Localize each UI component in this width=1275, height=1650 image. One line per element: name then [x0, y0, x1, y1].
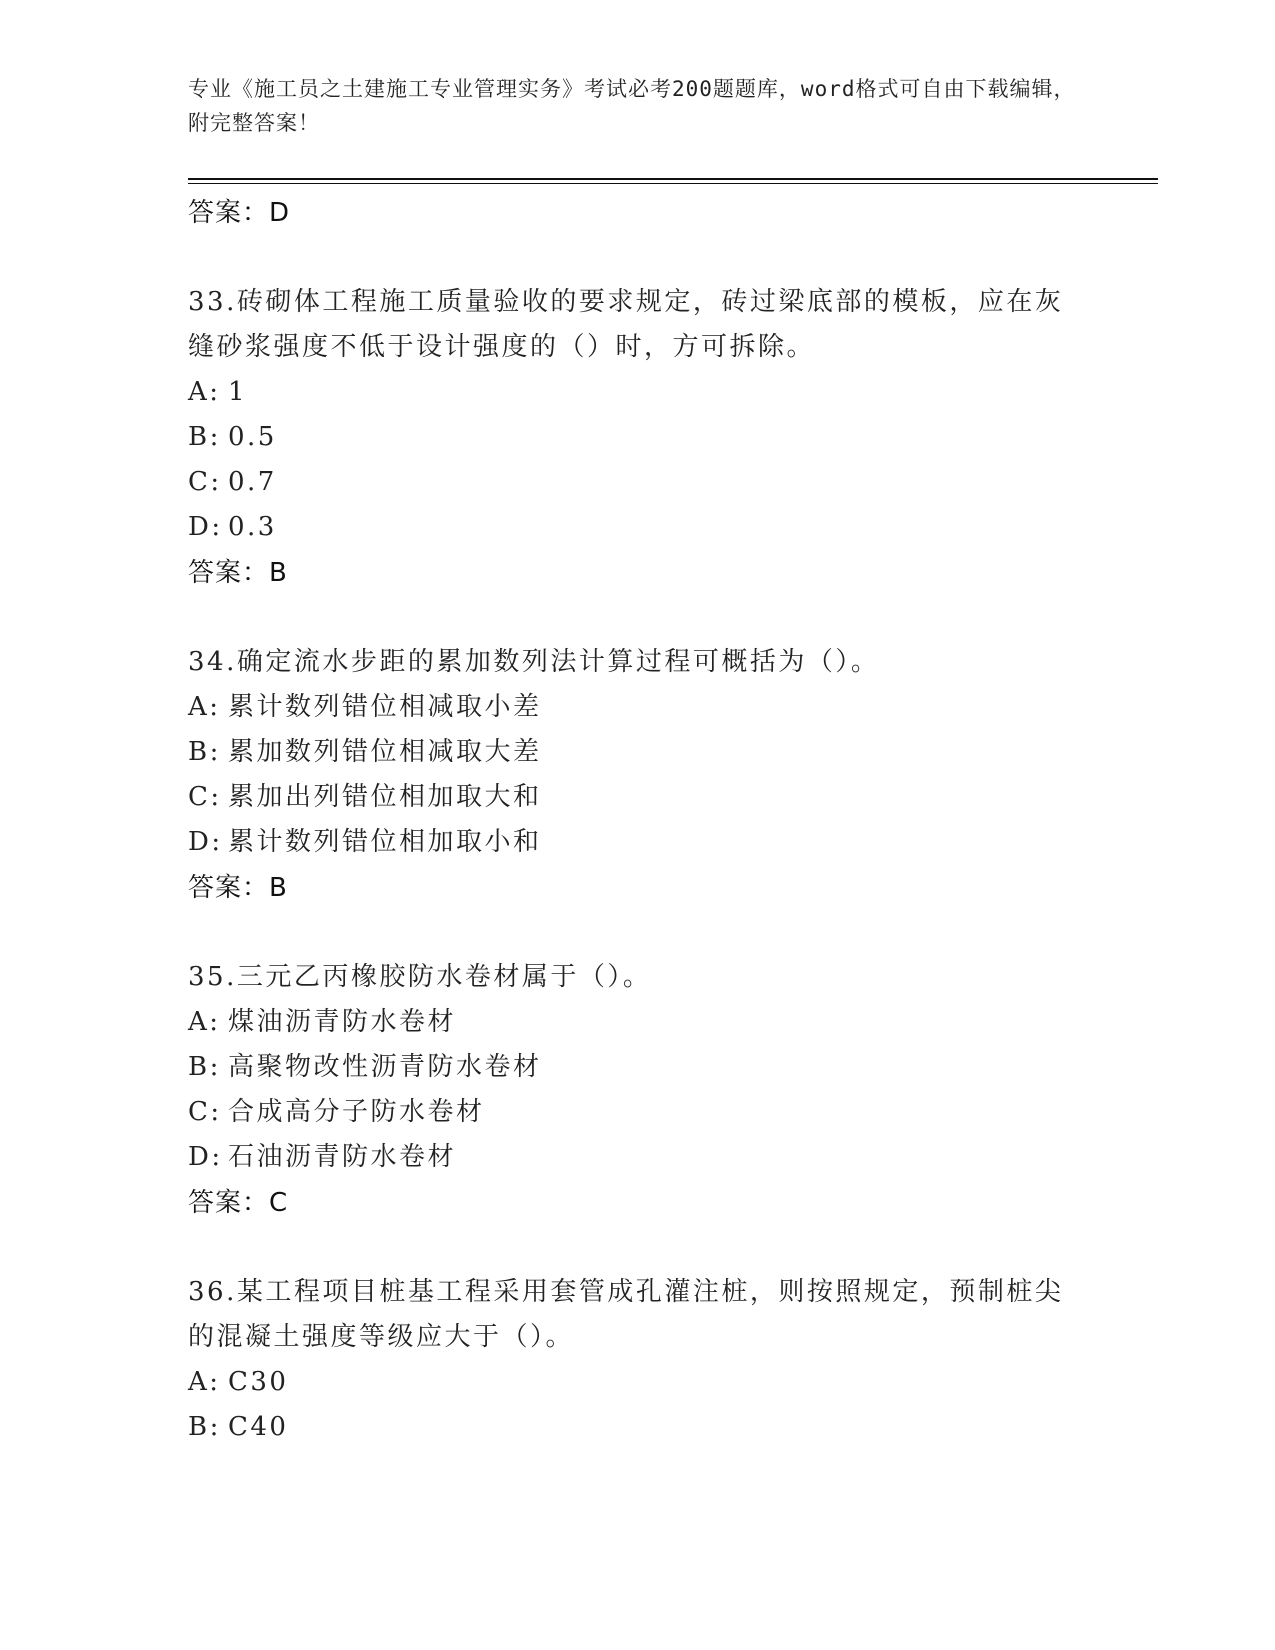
- header-text: 专业《施工员之土建施工专业管理实务》考试必考200题题库，word格式可自由下载编辑，附完整答案！: [188, 77, 1076, 135]
- option-key: A:: [188, 692, 221, 722]
- option-key: B:: [188, 422, 221, 452]
- option-key: D:: [188, 512, 223, 542]
- option-d: [188, 820, 1088, 865]
- option-a: [188, 685, 1088, 730]
- option-text: C30: [228, 1367, 289, 1397]
- question-35: [188, 955, 1088, 1226]
- document-header: [188, 72, 1088, 140]
- header-divider-thin: [188, 183, 1158, 184]
- question-33: [188, 280, 1088, 596]
- answer-line: 答案：B: [188, 558, 288, 588]
- option-text: 石油沥青防水卷材: [228, 1142, 457, 1172]
- option-text: 煤油沥青防水卷材: [228, 1007, 457, 1037]
- question-stem: 33.砖砌体工程施工质量验收的要求规定，砖过梁底部的模板，应在灰缝砂浆强度不低于设计强度的（）时，方可拆除。: [188, 287, 1064, 362]
- option-text: C40: [228, 1412, 289, 1442]
- option-key: B:: [188, 1412, 221, 1442]
- option-b: [188, 1045, 1088, 1090]
- answer-line: 答案：C: [188, 1188, 289, 1218]
- option-key: B:: [188, 1052, 221, 1082]
- option-key: B:: [188, 737, 221, 767]
- option-d: [188, 505, 1088, 550]
- option-key: D:: [188, 1142, 223, 1172]
- option-text: 合成高分子防水卷材: [228, 1097, 485, 1127]
- option-text: 累计数列错位相减取小差: [228, 692, 542, 722]
- option-text: 1: [228, 377, 248, 407]
- question-stem: 36.某工程项目桩基工程采用套管成孔灌注桩，则按照规定，预制桩尖的混凝土强度等级应大于（）。: [188, 1277, 1064, 1352]
- option-key: C:: [188, 1097, 222, 1127]
- option-text: 0.7: [228, 467, 277, 497]
- option-c: [188, 1090, 1088, 1135]
- option-key: A:: [188, 1367, 221, 1397]
- question-stem: 35.三元乙丙橡胶防水卷材属于（）。: [188, 962, 652, 992]
- option-text: 0.5: [228, 422, 277, 452]
- option-text: 累计数列错位相加取小和: [228, 827, 542, 857]
- answer-line: 答案：B: [188, 873, 288, 903]
- option-key: A:: [188, 1007, 221, 1037]
- question-36: [188, 1270, 1088, 1450]
- option-key: A:: [188, 377, 221, 407]
- option-text: 高聚物改性沥青防水卷材: [228, 1052, 542, 1082]
- option-key: D:: [188, 827, 223, 857]
- option-a: [188, 370, 1088, 415]
- question-stem: 34.确定流水步距的累加数列法计算过程可概括为（）。: [188, 647, 880, 677]
- question-list: [188, 190, 1088, 1450]
- option-b: [188, 730, 1088, 775]
- option-b: [188, 1405, 1088, 1450]
- option-c: [188, 775, 1088, 820]
- answer-line-previous: 答案：D: [188, 198, 291, 228]
- option-d: [188, 1135, 1088, 1180]
- option-c: [188, 460, 1088, 505]
- option-a: [188, 1360, 1088, 1405]
- header-divider-thick: [188, 178, 1158, 180]
- option-text: 0.3: [228, 512, 277, 542]
- option-b: [188, 415, 1088, 460]
- option-key: C:: [188, 782, 222, 812]
- option-a: [188, 1000, 1088, 1045]
- question-34: [188, 640, 1088, 911]
- option-key: C:: [188, 467, 222, 497]
- option-text: 累加数列错位相减取大差: [228, 737, 542, 767]
- option-text: 累加出列错位相加取大和: [228, 782, 542, 812]
